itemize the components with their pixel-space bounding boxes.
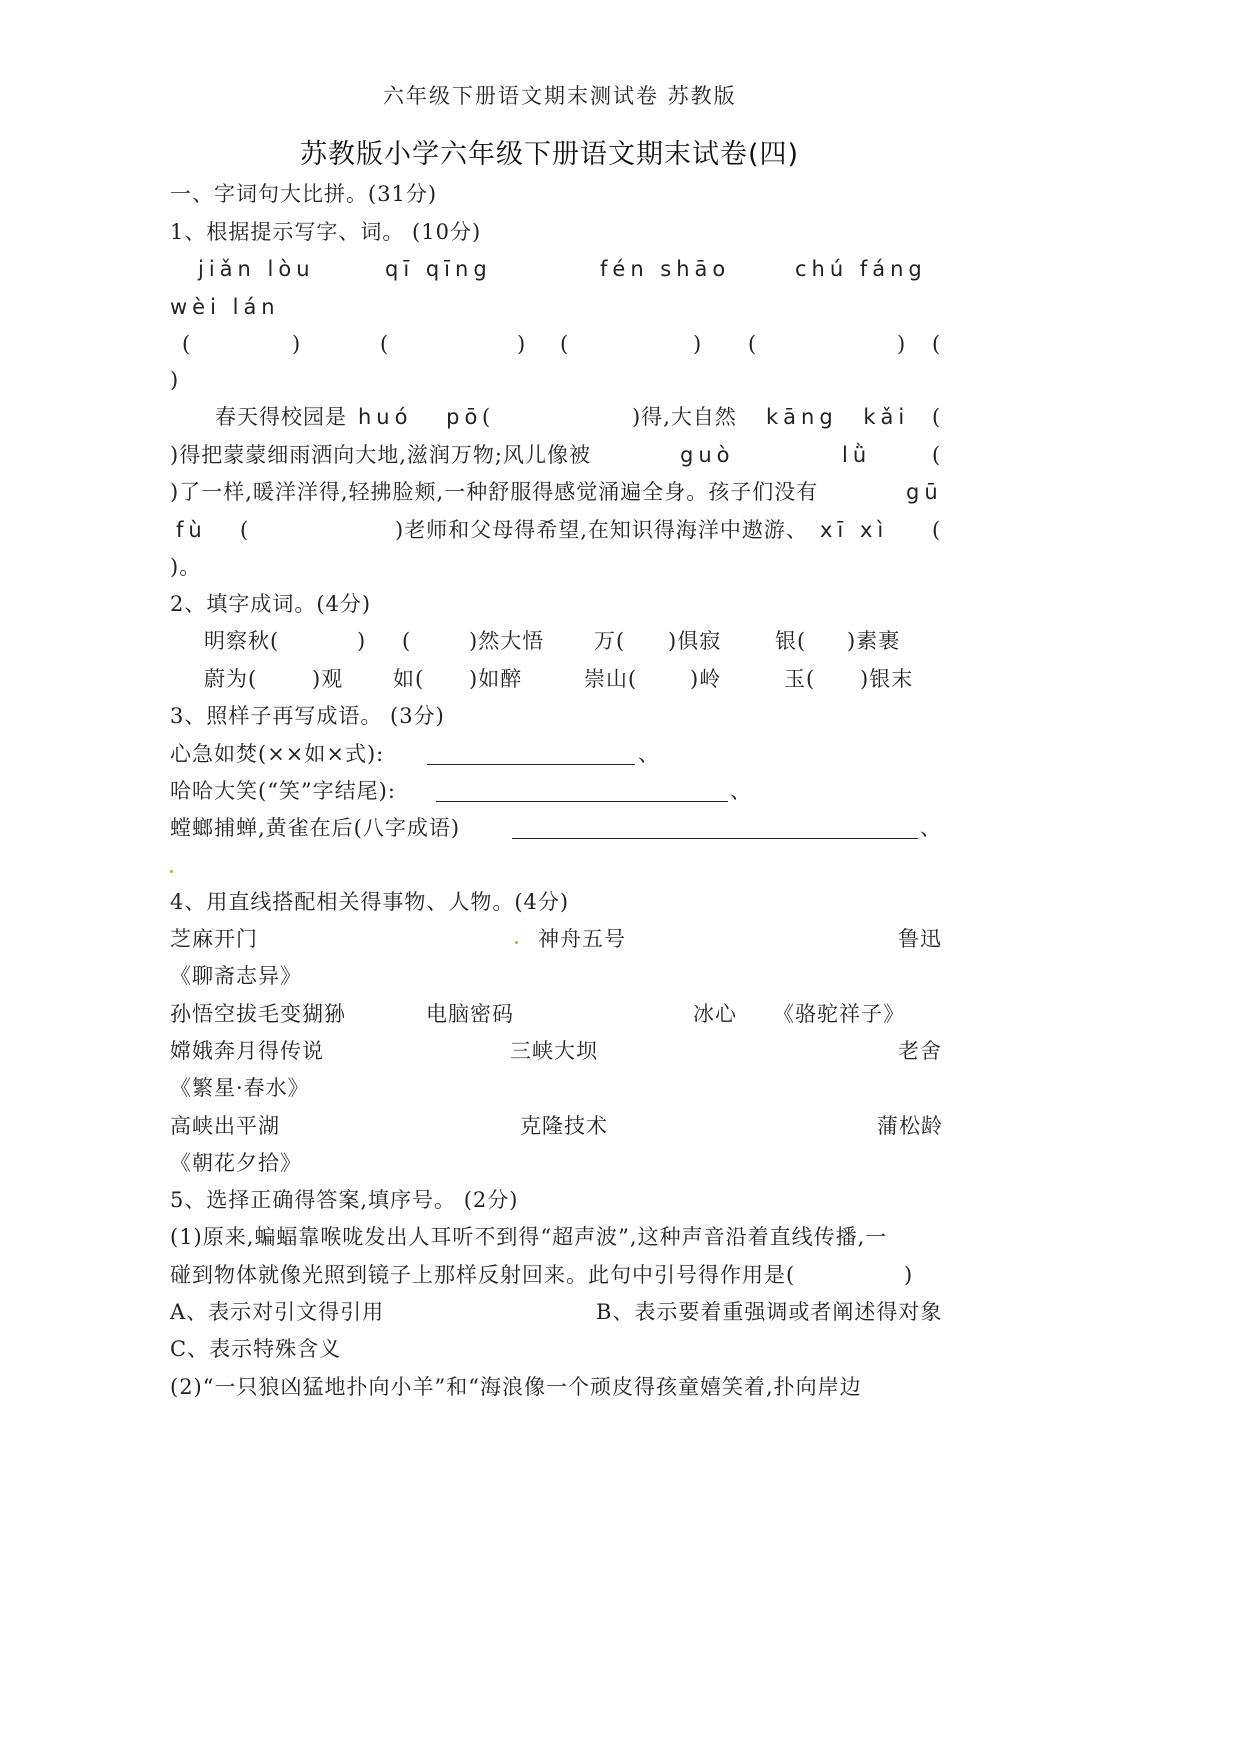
q4-col1-item3: 嫦娥奔月得传说 [170, 1039, 324, 1063]
q4-col4-item4: 《朝花夕拾》 [170, 1151, 302, 1175]
answer-paren-close-4: ) [897, 332, 907, 356]
q3-item-3: 螳螂捕蝉,黄雀在后(八字成语) [170, 816, 461, 840]
q2-row1-item4a: 银( [775, 629, 807, 653]
answer-paren-open-3: ( [560, 332, 570, 356]
q2-row2-item3b: )岭 [690, 667, 722, 691]
q4-col3-item2: 冰心 [693, 1002, 737, 1026]
pinyin-1: jiǎn lòu [198, 257, 315, 281]
passage-pinyin-kangkai: kāng kǎi [766, 405, 910, 429]
pinyin-5: wèi lán [170, 295, 280, 319]
q3-suffix-1: 、 [638, 742, 660, 766]
q4-col2-item4: 克隆技术 [520, 1114, 608, 1138]
q5-sentence1-line2: 碰到物体就像光照到镜子上那样反射回来。此句中引号得作用是( [170, 1263, 796, 1287]
answer-paren-open-1: ( [182, 332, 192, 356]
answer-paren-open-5: ( [932, 332, 942, 356]
q4-col3-item4: 蒲松龄 [877, 1114, 943, 1138]
passage-paren-5: ( [932, 518, 942, 542]
q4-col1-item2: 孙悟空拔毛变猢狲 [170, 1002, 346, 1026]
passage-pinyin-gu: gū [906, 480, 943, 504]
passage-pinyin-lv: lǜ [842, 443, 872, 467]
q3-heading: 3、照样子再写成语。 (3分) [170, 704, 445, 728]
q2-row1-item3a: 万( [594, 629, 626, 653]
q4-col1-item4: 高峡出平湖 [170, 1114, 280, 1138]
pinyin-3: fén shāo [600, 257, 731, 281]
answer-paren-open-4: ( [748, 332, 758, 356]
q4-col3-item3: 老舍 [898, 1039, 942, 1063]
q5-option-c: C、表示特殊含义 [170, 1337, 342, 1361]
q5-heading: 5、选择正确得答案,填序号。 (2分) [170, 1188, 519, 1212]
q5-sentence2-line1: (2)“一只狼凶猛地扑向小羊”和“海浪像一个顽皮得孩童嬉笑着,扑向岸边 [170, 1375, 862, 1399]
answer-paren-close-3: ) [693, 332, 703, 356]
passage-paren-3: ( [932, 443, 942, 467]
q4-col3-item1: 鲁迅 [898, 927, 942, 951]
page-header: 六年级下册语文期末测试卷 苏教版 [383, 84, 737, 108]
pinyin-4: chú fáng [795, 257, 927, 281]
q4-col2-item1: 神舟五号 [538, 927, 626, 951]
q4-col4-item3: 《繁星·春水》 [170, 1076, 310, 1100]
q2-row2-item2a: 如( [393, 667, 425, 691]
q2-row2-item1a: 蔚为( [204, 667, 258, 691]
q2-row1-item4b: )素裹 [847, 629, 901, 653]
q2-row2-item1b: )观 [312, 667, 344, 691]
q4-col4-item2: 《骆驼祥子》 [773, 1002, 905, 1026]
q4-heading: 4、用直线搭配相关得事物、人物。(4分) [170, 890, 570, 914]
passage-pinyin-xixi: xī xì [820, 518, 889, 542]
q5-sentence1-paren-close: ) [904, 1263, 914, 1287]
passage-paren-2: ( [932, 405, 942, 429]
q3-answer-line-3[interactable] [512, 838, 918, 839]
pinyin-2: qī qīng [385, 257, 492, 281]
q2-row1-item1a: 明察秋( [204, 629, 280, 653]
answer-paren-close-2: ) [517, 332, 527, 356]
answer-paren-close-5: ) [170, 368, 180, 392]
passage-pinyin-guo: guò [680, 443, 735, 467]
passage-text-3: )得把蒙蒙细雨洒向大地,滋润万物;风儿像被 [170, 443, 591, 467]
stray-dot [170, 870, 173, 873]
passage-text-2: )得,大自然 [632, 405, 737, 429]
q4-col1-item1: 芝麻开门 [170, 927, 258, 951]
passage-paren-1: ( [482, 405, 492, 429]
q2-row1-item3b: )俱寂 [668, 629, 722, 653]
q3-answer-line-2[interactable] [436, 801, 728, 802]
q4-col2-item3: 三峡大坝 [510, 1039, 598, 1063]
q2-row1-item2a: ( [402, 629, 412, 653]
page-title: 苏教版小学六年级下册语文期末试卷(四) [300, 139, 800, 170]
q4-col2-item2: 电脑密码 [426, 1002, 514, 1026]
q3-suffix-3: 、 [920, 816, 942, 840]
q1-heading: 1、根据提示写字、词。 (10分) [170, 220, 482, 244]
q4-col4-item1: 《聊斋志异》 [170, 964, 302, 988]
q2-row1-item1b: ) [357, 629, 367, 653]
q2-row2-item4b: )银末 [860, 667, 914, 691]
q2-row2-item4a: 玉( [784, 667, 816, 691]
passage-text-1: 春天得校园是 [215, 405, 347, 429]
passage-text-4: )了一样,暖洋洋得,轻拂脸颊,一种舒服得感觉涌遍全身。孩子们没有 [170, 480, 819, 504]
passage-text-5: )老师和父母得希望,在知识得海洋中遨游、 [395, 518, 808, 542]
passage-pinyin-huopo: huó pō [358, 405, 483, 429]
answer-paren-open-2: ( [380, 332, 390, 356]
q5-sentence1-line1: (1)原来,蝙蝠靠喉咙发出人耳听不到得“超声波”,这种声音沿着直线传播,一 [170, 1225, 888, 1249]
stray-dot [515, 941, 518, 944]
q5-option-a: A、表示对引文得引用 [170, 1300, 385, 1324]
q3-item-1: 心急如焚(××如×式): [170, 742, 385, 766]
q3-item-2: 哈哈大笑(“笑”字结尾): [170, 779, 396, 803]
part1-heading: 一、字词句大比拼。(31分) [170, 182, 438, 206]
answer-paren-close-1: ) [292, 332, 302, 356]
q3-answer-line-1[interactable] [427, 764, 635, 765]
passage-text-6: )。 [170, 555, 202, 579]
q3-suffix-2: 、 [730, 779, 752, 803]
passage-paren-4: ( [240, 518, 250, 542]
q2-heading: 2、填字成词。(4分) [170, 592, 372, 616]
q5-option-b: B、表示要着重强调或者阐述得对象 [596, 1300, 943, 1324]
q2-row2-item3a: 崇山( [584, 667, 638, 691]
q2-row2-item2b: )如醉 [469, 667, 523, 691]
q2-row1-item2b: )然大悟 [469, 629, 545, 653]
passage-pinyin-fu: fù [176, 518, 207, 542]
